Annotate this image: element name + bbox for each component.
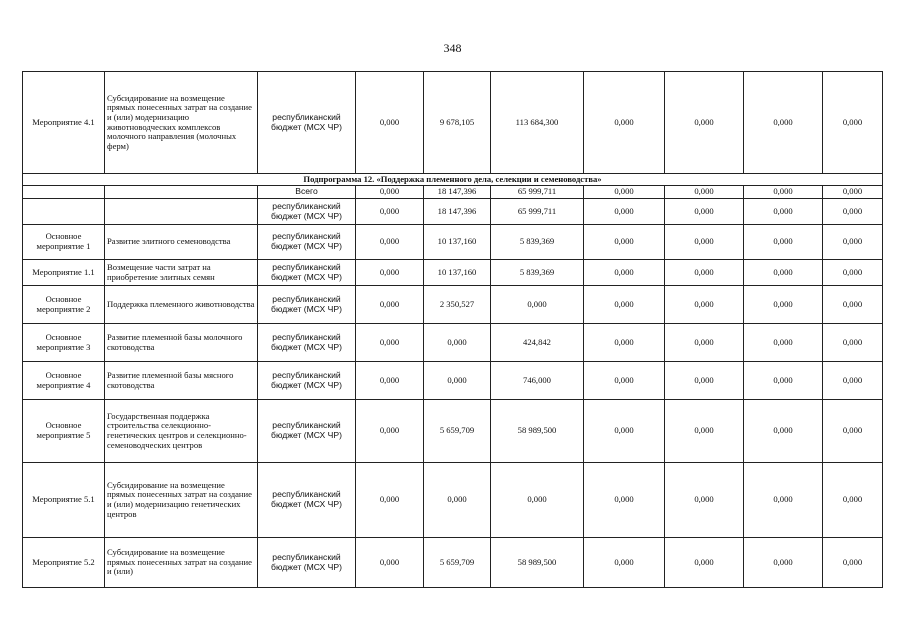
table-row (23, 260, 883, 286)
amount-cell: 0,000 (744, 538, 823, 588)
table-row (23, 72, 883, 174)
amount-cell: 0,000 (584, 199, 665, 225)
amount-cell: 0,000 (744, 72, 823, 174)
budget-table-body (23, 72, 883, 588)
amount-cell: 0,000 (356, 186, 424, 199)
activity-description-cell: Развитие элитного семеноводства (105, 225, 258, 260)
activity-description-cell: Поддержка племенного животноводства (105, 286, 258, 324)
amount-cell: 0,000 (744, 186, 823, 199)
funding-source-cell: республиканский бюджет (МСХ ЧР) (258, 72, 356, 174)
amount-cell: 65 999,711 (491, 186, 584, 199)
amount-cell: 0,000 (356, 286, 424, 324)
amount-cell: 0,000 (356, 538, 424, 588)
activity-name-cell (23, 199, 105, 225)
amount-cell: 5 659,709 (424, 538, 491, 588)
page-number: 348 (443, 41, 462, 55)
subprogram-row (23, 174, 883, 186)
activity-name-cell: Мероприятие 5.2 (23, 538, 105, 588)
funding-source-cell: Всего (258, 186, 356, 199)
amount-cell: 0,000 (424, 362, 491, 400)
funding-source-cell: республиканский бюджет (МСХ ЧР) (258, 538, 356, 588)
table-row (23, 400, 883, 463)
amount-cell: 58 989,500 (491, 400, 584, 463)
amount-cell: 0,000 (823, 286, 883, 324)
amount-cell: 746,000 (491, 362, 584, 400)
amount-cell: 9 678,105 (424, 72, 491, 174)
funding-source-cell: республиканский бюджет (МСХ ЧР) (258, 463, 356, 538)
activity-description-cell: Субсидирование на возмещение прямых понесенных затрат на создание и (или) (105, 538, 258, 588)
activity-description-cell: Государственная поддержка строительства селекционно-генетических центров и селекционно-семеноводческих центров (105, 400, 258, 463)
amount-cell: 0,000 (356, 362, 424, 400)
amount-cell: 18 147,396 (424, 186, 491, 199)
amount-cell: 10 137,160 (424, 225, 491, 260)
amount-cell: 0,000 (584, 286, 665, 324)
amount-cell: 0,000 (356, 225, 424, 260)
amount-cell: 0,000 (744, 286, 823, 324)
activity-name-cell: Мероприятие 1.1 (23, 260, 105, 286)
table-row (23, 199, 883, 225)
amount-cell: 5 839,369 (491, 225, 584, 260)
amount-cell: 0,000 (823, 324, 883, 362)
amount-cell: 0,000 (424, 324, 491, 362)
funding-source-cell: республиканский бюджет (МСХ ЧР) (258, 225, 356, 260)
activity-description-cell: Развитие племенной базы молочного скотоводства (105, 324, 258, 362)
amount-cell: 0,000 (744, 400, 823, 463)
funding-source-cell: республиканский бюджет (МСХ ЧР) (258, 400, 356, 463)
amount-cell: 0,000 (665, 186, 744, 199)
table-row (23, 362, 883, 400)
amount-cell: 0,000 (356, 199, 424, 225)
amount-cell: 0,000 (356, 463, 424, 538)
amount-cell: 0,000 (665, 225, 744, 260)
activity-description-cell: Развитие племенной базы мясного скотоводства (105, 362, 258, 400)
amount-cell: 0,000 (665, 72, 744, 174)
amount-cell: 0,000 (491, 463, 584, 538)
amount-cell: 0,000 (823, 186, 883, 199)
amount-cell: 0,000 (823, 199, 883, 225)
amount-cell: 0,000 (584, 362, 665, 400)
amount-cell: 65 999,711 (491, 199, 584, 225)
budget-table (22, 71, 883, 588)
activity-name-cell: Мероприятие 4.1 (23, 72, 105, 174)
amount-cell: 10 137,160 (424, 260, 491, 286)
amount-cell: 0,000 (356, 324, 424, 362)
amount-cell: 0,000 (823, 362, 883, 400)
amount-cell: 113 684,300 (491, 72, 584, 174)
funding-source-cell: республиканский бюджет (МСХ ЧР) (258, 286, 356, 324)
activity-name-cell: Основное мероприятие 2 (23, 286, 105, 324)
table-row (23, 225, 883, 260)
amount-cell: 0,000 (744, 260, 823, 286)
table-row (23, 463, 883, 538)
amount-cell: 18 147,396 (424, 199, 491, 225)
amount-cell: 0,000 (823, 400, 883, 463)
activity-name-cell: Мероприятие 5.1 (23, 463, 105, 538)
amount-cell: 0,000 (823, 463, 883, 538)
amount-cell: 0,000 (665, 400, 744, 463)
activity-description-cell: Субсидирование на возмещение прямых понесенных затрат на создание и (или) модернизацию генетических центров (105, 463, 258, 538)
amount-cell: 0,000 (584, 225, 665, 260)
amount-cell: 5 839,369 (491, 260, 584, 286)
amount-cell: 0,000 (584, 260, 665, 286)
amount-cell: 0,000 (823, 260, 883, 286)
amount-cell: 0,000 (744, 199, 823, 225)
amount-cell: 0,000 (665, 260, 744, 286)
amount-cell: 0,000 (665, 463, 744, 538)
table-row (23, 538, 883, 588)
amount-cell: 58 989,500 (491, 538, 584, 588)
amount-cell: 0,000 (424, 463, 491, 538)
amount-cell: 0,000 (823, 225, 883, 260)
amount-cell: 0,000 (665, 362, 744, 400)
activity-description-cell: Субсидирование на возмещение прямых понесенных затрат на создание и (или) модернизацию животноводческих комплексов молочного направления (молочных ферм) (105, 72, 258, 174)
table-row (23, 286, 883, 324)
amount-cell: 0,000 (744, 225, 823, 260)
amount-cell: 2 350,527 (424, 286, 491, 324)
amount-cell: 0,000 (823, 72, 883, 174)
amount-cell: 0,000 (584, 186, 665, 199)
funding-source-cell: республиканский бюджет (МСХ ЧР) (258, 362, 356, 400)
amount-cell: 5 659,709 (424, 400, 491, 463)
amount-cell: 0,000 (584, 324, 665, 362)
activity-name-cell: Основное мероприятие 3 (23, 324, 105, 362)
table-row (23, 186, 883, 199)
amount-cell: 0,000 (744, 463, 823, 538)
funding-source-cell: республиканский бюджет (МСХ ЧР) (258, 199, 356, 225)
amount-cell: 0,000 (584, 463, 665, 538)
amount-cell: 0,000 (356, 72, 424, 174)
amount-cell: 0,000 (665, 199, 744, 225)
activity-name-cell: Основное мероприятие 5 (23, 400, 105, 463)
funding-source-cell: республиканский бюджет (МСХ ЧР) (258, 324, 356, 362)
amount-cell: 0,000 (823, 538, 883, 588)
amount-cell: 0,000 (665, 286, 744, 324)
activity-name-cell (23, 186, 105, 199)
activity-name-cell: Основное мероприятие 1 (23, 225, 105, 260)
activity-description-cell (105, 186, 258, 199)
amount-cell: 424,842 (491, 324, 584, 362)
amount-cell: 0,000 (744, 362, 823, 400)
amount-cell: 0,000 (356, 260, 424, 286)
amount-cell: 0,000 (584, 72, 665, 174)
amount-cell: 0,000 (584, 538, 665, 588)
amount-cell: 0,000 (491, 286, 584, 324)
amount-cell: 0,000 (665, 538, 744, 588)
table-row (23, 324, 883, 362)
funding-source-cell: республиканский бюджет (МСХ ЧР) (258, 260, 356, 286)
activity-description-cell (105, 199, 258, 225)
amount-cell: 0,000 (584, 400, 665, 463)
amount-cell: 0,000 (356, 400, 424, 463)
activity-name-cell: Основное мероприятие 4 (23, 362, 105, 400)
amount-cell: 0,000 (744, 324, 823, 362)
activity-description-cell: Возмещение части затрат на приобретение элитных семян (105, 260, 258, 286)
subprogram-title: Подпрограмма 12. «Поддержка племенного дела, селекции и семеноводства» (23, 174, 883, 186)
amount-cell: 0,000 (665, 324, 744, 362)
